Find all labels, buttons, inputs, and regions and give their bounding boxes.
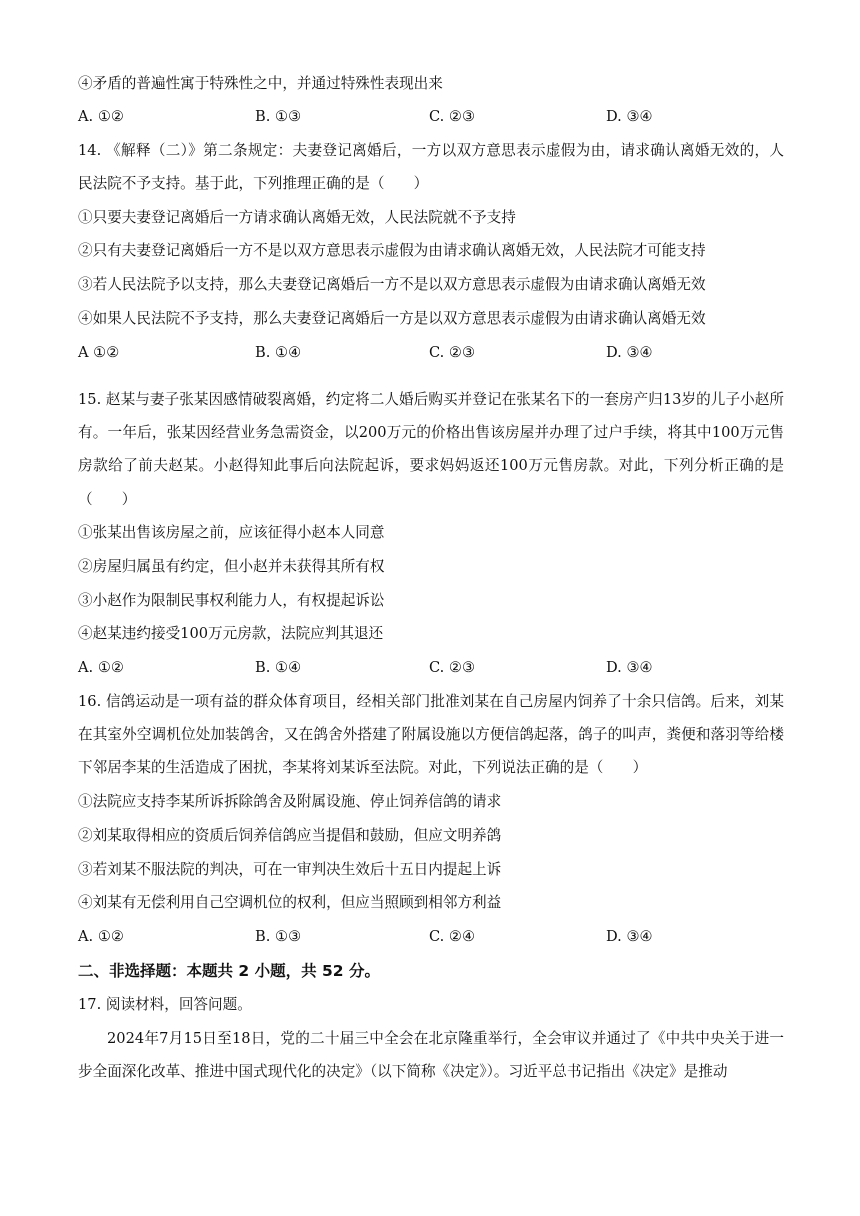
q15-option-c: C. ②③: [429, 659, 476, 676]
section-heading: 二、非选择题：本题共 2 小题，共 52 分。: [78, 962, 380, 980]
q16-option-a: A. ①②: [78, 928, 124, 945]
q15-statement-4: ④赵某违约接受100万元房款，法院应判其退还: [78, 625, 384, 642]
q14-statement-1: ①只要夫妻登记离婚后一方请求确认离婚无效，人民法院就不予支持: [78, 209, 516, 226]
q14-statement-3: ③若人民法院予以支持，那么夫妻登记离婚后一方不是以双方意思表示虚假为由请求确认离婚无效: [78, 276, 706, 293]
q14-option-d: D. ③④: [606, 344, 653, 361]
q14-option-c: C. ②③: [429, 344, 476, 361]
q14-statement-4: ④如果人民法院不予支持，那么夫妻登记离婚后一方是以双方意思表示虚假为由请求确认离婚无效: [78, 310, 706, 327]
q16-stem: 16. 信鸽运动是一项有益的群众体育项目，经相关部门批准刘某在自己房屋内饲养了十余只信鸽。后来，刘某在其室外空调机位处加装鸽舍，又在鸽舍外搭建了附属设施以方便信鸽起落，鸽子的叫声，粪便和落羽等给楼下邻居李某的生活造成了困扰，李某将刘某诉至法院。对此，下列说法正确的是（ ）: [78, 693, 784, 777]
q16-options: [78, 926, 778, 948]
q13-option-b: B. ①③: [255, 108, 302, 125]
q16-statement-4: ④刘某有无偿利用自己空调机位的权利，但应当照顾到相邻方利益: [78, 894, 502, 911]
q14-stem: 14. 《解释（二）》第二条规定：夫妻登记离婚后，一方以双方意思表示虚假为由，请求确认离婚无效的，人民法院不予支持。基于此，下列推理正确的是（ ）: [78, 142, 784, 193]
q16-statement-3: ③若刘某不服法院的判决，可在一审判决生效后十五日内提起上诉: [78, 861, 502, 878]
q14-options: [78, 342, 778, 364]
q13-options: [78, 106, 778, 128]
q14-option-a: A ①②: [78, 344, 120, 361]
q15-options: [78, 657, 778, 679]
q16-statement-1: ①法院应支持李某所诉拆除鸽舍及附属设施、停止饲养信鸽的请求: [78, 793, 502, 810]
q13-statement-4: ④矛盾的普遍性寓于特殊性之中，并通过特殊性表现出来: [78, 75, 443, 92]
q17-stem: 17. 阅读材料，回答问题。: [78, 996, 252, 1013]
q15-option-a: A. ①②: [78, 659, 124, 676]
q15-statement-1: ①张某出售该房屋之前，应该征得小赵本人同意: [78, 524, 385, 541]
q16-statement-2: ②刘某取得相应的资质后饲养信鸽应当提倡和鼓励，但应文明养鸽: [78, 827, 502, 844]
q15-statement-2: ②房屋归属虽有约定，但小赵并未获得其所有权: [78, 558, 385, 575]
q15-statement-3: ③小赵作为限制民事权利能力人，有权提起诉讼: [78, 592, 385, 609]
q16-option-b: B. ①③: [255, 928, 302, 945]
q14-option-b: B. ①④: [255, 344, 302, 361]
q13-option-d: D. ③④: [606, 108, 653, 125]
q13-option-a: A. ①②: [78, 108, 124, 125]
q13-option-c: C. ②③: [429, 108, 476, 125]
q15-option-b: B. ①④: [255, 659, 302, 676]
q15-option-d: D. ③④: [606, 659, 653, 676]
q16-option-d: D. ③④: [606, 928, 653, 945]
q14-statement-2: ②只有夫妻登记离婚后一方不是以双方意思表示虚假为由请求确认离婚无效，人民法院才可能支持: [78, 242, 706, 259]
q16-option-c: C. ②④: [429, 928, 476, 945]
q17-material: 2024年7月15日至18日，党的二十届三中全会在北京隆重举行，全会审议并通过了《中共中央关于进一步全面深化改革、推进中国式现代化的决定》（以下简称《决定》）。习近平总书记指出《决定》是推动: [78, 1030, 784, 1081]
q15-stem: 15. 赵某与妻子张某因感情破裂离婚，约定将二人婚后购买并登记在张某名下的一套房产归13岁的儿子小赵所有。一年后，张某因经营业务急需资金，以200万元的价格出售该房屋并办理了过户手续，将其中100万元售房款给了前夫赵某。小赵得知此事后向法院起诉，要求妈妈返还100万元售房款。对此，下列分析正确的是（ ）: [78, 391, 785, 508]
